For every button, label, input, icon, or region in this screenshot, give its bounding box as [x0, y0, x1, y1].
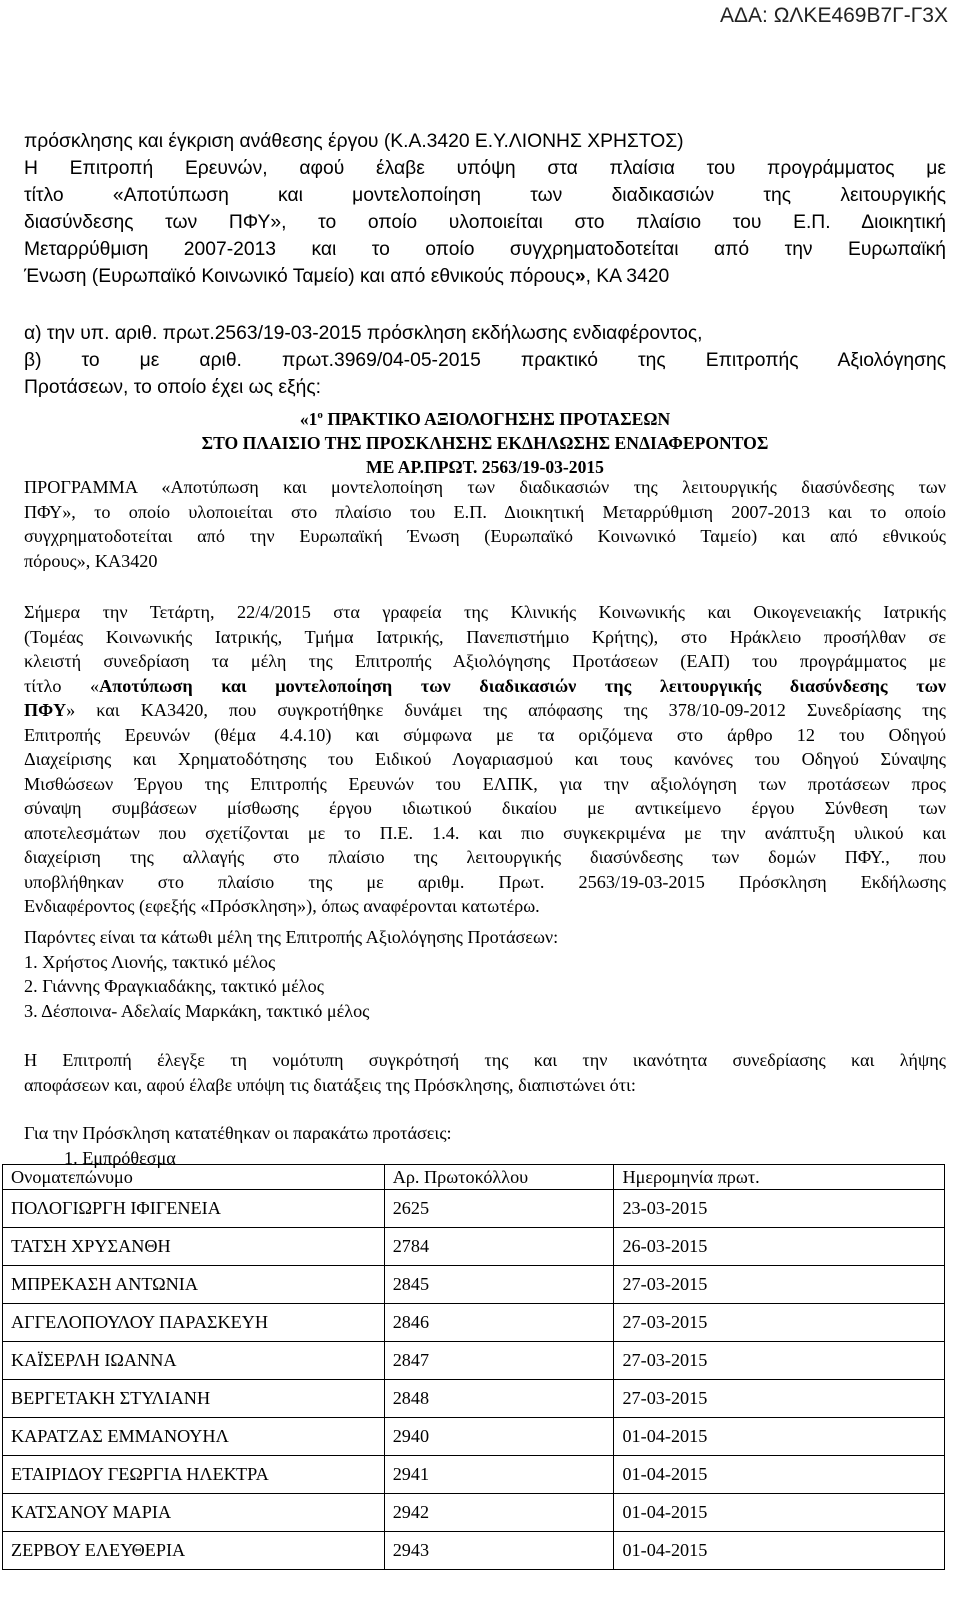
table-cell: 01-04-2015 — [614, 1456, 945, 1494]
minutes-heading — [24, 403, 946, 479]
table-row — [3, 1456, 945, 1494]
committee-paragraph — [24, 1048, 946, 1097]
meeting-line: (Τομέας Κοινωνικής Ιατρικής, Τμήμα Ιατρικής, Πανεπιστήμιο Κρήτης), στο Ηράκλειο προσήλθαν σε — [24, 626, 946, 647]
table-cell: 2847 — [384, 1342, 614, 1380]
table-row — [3, 1494, 945, 1532]
ref-text: 3969/04-05-2015 πρακτικό της Επιτροπής Αξιολόγησης — [333, 350, 946, 371]
table-cell: 27-03-2015 — [614, 1342, 945, 1380]
ref-text: α) την υπ. αριθ. πρωτ. — [24, 323, 215, 344]
meeting-line: Μισθώσεων Έργου της Επιτροπής Ερευνών του ΕΛΠΚ, για την αξιολόγηση των προτάσεων προς — [24, 773, 946, 794]
intro-text: Ένωση (Ευρωπαϊκό Κοινωνικό Ταμείο) και από εθνικούς πόρους — [24, 266, 575, 287]
committee-line: Η Επιτροπή έλεγξε τη νομότυπη συγκρότησή της και την ικανότητα συνεδρίασης και λήψης — [24, 1050, 946, 1070]
column-header: Ονοματεπώνυμο — [3, 1165, 385, 1190]
title-sup: ο — [317, 409, 323, 421]
member-item: 3. Δέσποινα- Αδελαίς Μαρκάκη, τακτικό μέλος — [24, 1000, 370, 1021]
meeting-line: διαχείριση της αλλαγής στο πλαίσιο της λειτουργικής διασύνδεσης των δομών ΠΦΥ., που — [24, 847, 946, 867]
intro-text: τίτλο « — [24, 185, 124, 206]
meeting-line — [24, 674, 946, 699]
table-cell: 01-04-2015 — [614, 1532, 945, 1570]
intro-text: , ΚΑ 3420 — [585, 266, 670, 287]
table-cell: ΑΓΓΕΛΟΠΟΥΛΟΥ ΠΑΡΑΣΚΕΥΗ — [3, 1304, 385, 1342]
table-cell: 23-03-2015 — [614, 1190, 945, 1228]
minutes-title-1 — [24, 403, 946, 431]
intro-line — [24, 182, 946, 209]
intro-text: Αποτύπωση και μοντελοποίηση των διαδικασιών της λειτουργικής — [123, 185, 947, 206]
table-cell: ΚΑΤΣΑΝΟΥ ΜΑΡΙΑ — [3, 1494, 385, 1532]
intro-text: » — [574, 266, 586, 287]
committee-line: αποφάσεων και, αφού έλαβε υπόψη τις διατάξεις της Πρόσκλησης, διαπιστώνει ότι: — [24, 1074, 636, 1095]
table-row — [3, 1190, 945, 1228]
intro-line: διασύνδεσης των ΠΦΥ», το οποίο υλοποιείται στο πλαίσιο του Ε.Π. Διοικητική — [24, 212, 946, 233]
meeting-text: » και ΚΑ3420, που συγκροτήθηκε δυνάμει της απόφασης της 378/10-09-2012 Συνεδρίασης της — [66, 700, 946, 720]
programme-line: πόρους», ΚΑ3420 — [24, 550, 158, 571]
programme-line: ΠΡΟΓΡΑΜΜΑ «Αποτύπωση και μοντελοποίηση των διαδικασιών της λειτουργικής διασύνδεσης των — [24, 477, 946, 497]
table-row — [3, 1342, 945, 1380]
meeting-line: Ενδιαφέροντος (εφεξής «Πρόσκληση»), όπως αναφέρονται κατωτέρω. — [24, 896, 540, 916]
meeting-line: σύναψη συμβάσεων μίσθωσης έργου ιδιωτικού δικαίου με αντικείμενο έργου Σύνθεση των — [24, 798, 946, 818]
reference-a — [24, 320, 946, 347]
intro-paragraph — [24, 128, 946, 290]
meeting-text: τίτλο « — [24, 675, 100, 696]
ada-code: ΑΔΑ: ΩΛΚΕ469Β7Γ-Γ3Χ — [720, 4, 948, 27]
programme-line: συγχρηματοδοτείται από την Ευρωπαϊκή Ένωση (Ευρωπαϊκό Κοινωνικό Ταμείο) και από εθνικούς — [24, 526, 946, 546]
present-members — [24, 925, 946, 1023]
member-item: 1. Χρήστος Λιονής, τακτικό μέλος — [24, 951, 276, 972]
meeting-line: υποβλήθηκαν στο πλαίσιο της με αριθμ. Πρωτ. 2563/19-03-2015 Πρόσκληση Εκδήλωσης — [24, 871, 946, 892]
meeting-line: Σήμερα την Τετάρτη, 22/4/2015 στα γραφεία της Κλινικής Κοινωνικής και Οικογενειακής Ιατρικής — [24, 602, 946, 622]
meeting-line — [24, 698, 946, 723]
present-intro: Παρόντες είναι τα κάτωθι μέλη της Επιτροπής Αξιολόγησης Προτάσεων: — [24, 927, 559, 947]
table-row — [3, 1532, 945, 1570]
table-cell: 01-04-2015 — [614, 1494, 945, 1532]
member-item: 2. Γιάννης Φραγκιαδάκης, τακτικό μέλος — [24, 976, 324, 996]
table-cell: ΤΑΤΣΗ ΧΡΥΣΑΝΘΗ — [3, 1228, 385, 1266]
table-cell: 2942 — [384, 1494, 614, 1532]
proposals-table — [2, 1164, 945, 1570]
table-cell: 2845 — [384, 1266, 614, 1304]
table-row — [3, 1228, 945, 1266]
table-row — [3, 1304, 945, 1342]
reference-b — [24, 347, 946, 374]
intro-line — [24, 155, 946, 182]
meeting-text: ΠΦΥ — [24, 700, 67, 720]
proposals-paragraph — [24, 1121, 946, 1170]
references — [24, 320, 946, 401]
table-cell: 2784 — [384, 1228, 614, 1266]
table-cell: 2625 — [384, 1190, 614, 1228]
proposals-item: 1. Εμπρόθεσμα — [64, 1147, 176, 1168]
table-cell: ΚΑΡΑΤΖΑΣ ΕΜΜΑΝΟΥΗΛ — [3, 1418, 385, 1456]
table-row — [3, 1266, 945, 1304]
table-header-row — [3, 1165, 945, 1190]
column-header: Αρ. Πρωτοκόλλου — [384, 1165, 614, 1190]
table-cell: ΚΑΪΣΕΡΛΗ ΙΩΑΝΝΑ — [3, 1342, 385, 1380]
meeting-line: Διαχείρισης και Χρηματοδότησης του Ειδικού Λογαριασμού και τους κανόνες του Οδηγού Σύναψης — [24, 749, 946, 769]
intro-line: πρόσκλησης και έγκριση ανάθεσης έργου (Κ.Α.3420 Ε.Υ.ΛΙΟΝΗΣ ΧΡΗΣΤΟΣ) — [24, 131, 684, 152]
table-cell: 2848 — [384, 1380, 614, 1418]
table-cell: ΖΕΡΒΟΥ ΕΛΕΥΘΕΡΙΑ — [3, 1532, 385, 1570]
programme-paragraph — [24, 475, 946, 573]
minutes-title-2: ΣΤΟ ΠΛΑΙΣΙΟ ΤΗΣ ΠΡΟΣΚΛΗΣΗΣ ΕΚΔΗΛΩΣΗΣ ΕΝΔΙΑΦΕΡΟΝΤΟΣ — [201, 432, 769, 453]
table-cell: 27-03-2015 — [614, 1266, 945, 1304]
intro-line: Μεταρρύθμιση 2007-2013 και το οποίο συγχρηματοδοτείται από την Ευρωπαϊκή — [24, 239, 946, 260]
title-text: ΠΡΑΚΤΙΚΟ ΑΞΙΟΛΟΓΗΣΗΣ ΠΡΟΤΑΣΕΩΝ — [322, 408, 671, 429]
programme-line: ΠΦΥ», το οποίο υλοποιείται στο πλαίσιο του Ε.Π. Διοικητική Μεταρρύθμιση 2007-2013 και το οποίο — [24, 501, 946, 522]
column-header: Ημερομηνία πρωτ. — [614, 1165, 945, 1190]
meeting-paragraph — [24, 600, 946, 919]
table-cell: ΜΠΡΕΚΑΣΗ ΑΝΤΩΝΙΑ — [3, 1266, 385, 1304]
table-cell: 2941 — [384, 1456, 614, 1494]
table-cell: 2943 — [384, 1532, 614, 1570]
table-cell: 01-04-2015 — [614, 1418, 945, 1456]
table-cell: ΕΤΑΙΡΙΔΟΥ ΓΕΩΡΓΙΑ ΗΛΕΚΤΡΑ — [3, 1456, 385, 1494]
table-cell: ΠΟΛΟΓΙΩΡΓΗ ΙΦΙΓΕΝΕΙΑ — [3, 1190, 385, 1228]
minutes-title-3: ΜΕ ΑΡ.ΠΡΩΤ. 2563/19-03-2015 — [366, 456, 604, 477]
intro-text: Η Επιτροπή Ερευνών, αφού έλαβε υπόψη στα πλαίσια του προγράμματος με — [24, 158, 946, 179]
title-text: «1 — [299, 408, 318, 429]
table-row — [3, 1380, 945, 1418]
meeting-text: Αποτύπωση και μοντελοποίηση των διαδικασιών της λειτουργικής διασύνδεσης των — [99, 675, 946, 696]
table-cell: 26-03-2015 — [614, 1228, 945, 1266]
ref-text: β) το με αριθ. πρωτ. — [24, 350, 334, 371]
meeting-line: κλειστή συνεδρίαση τα μέλη της Επιτροπής Αξιολόγησης Προτάσεων (ΕΑΠ) του προγράμματος με — [24, 651, 946, 671]
table-cell: 27-03-2015 — [614, 1380, 945, 1418]
table-cell: ΒΕΡΓΕΤΑΚΗ ΣΤΥΛΙΑΝΗ — [3, 1380, 385, 1418]
meeting-line: Επιτροπής Ερευνών (θέμα 4.4.10) και σύμφωνα με τα οριζόμενα στο άρθρο 12 του Οδηγού — [24, 724, 946, 745]
ref-text: 2563/19-03-2015 πρόσκληση εκδήλωσης ενδιαφέροντος, — [214, 323, 703, 344]
proposals-intro: Για την Πρόσκληση κατατέθηκαν οι παρακάτω προτάσεις: — [24, 1123, 452, 1143]
table-cell: 2846 — [384, 1304, 614, 1342]
table-cell: 2940 — [384, 1418, 614, 1456]
reference-c: Προτάσεων, το οποίο έχει ως εξής: — [24, 377, 321, 398]
meeting-line: αποτελεσμάτων που σχετίζονται με το Π.Ε. 1.4. και πιο συγκεκριμένα με την ανάπτυξη υλικού και — [24, 822, 946, 843]
table-row — [3, 1418, 945, 1456]
table-cell: 27-03-2015 — [614, 1304, 945, 1342]
intro-line — [24, 263, 946, 290]
